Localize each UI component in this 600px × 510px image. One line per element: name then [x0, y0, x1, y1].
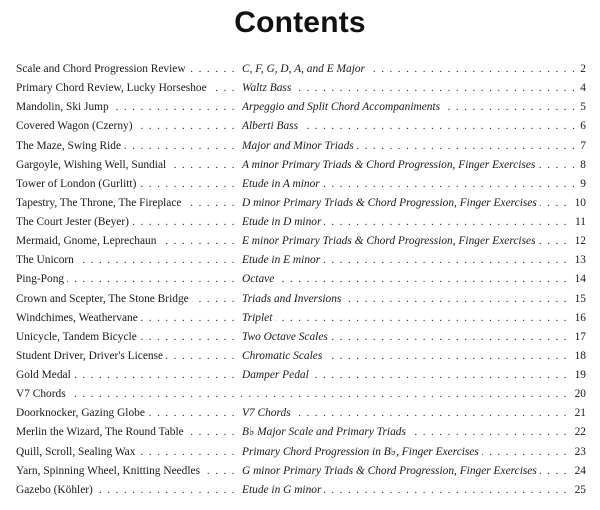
toc-page-number: 16	[572, 309, 586, 328]
toc-entry[interactable]	[0, 347, 600, 366]
toc-entry[interactable]	[0, 98, 600, 117]
toc-topic: Triads and Inversions	[240, 290, 344, 309]
toc-topic: B♭ Major Scale and Primary Triads	[240, 423, 409, 442]
toc-piece-title: Student Driver, Driver's License	[16, 347, 166, 366]
toc-page-number: 21	[572, 404, 586, 423]
toc-entry[interactable]	[0, 443, 600, 462]
toc-piece-title: Doorknocker, Gazing Globe	[16, 404, 148, 423]
toc-page-number: 23	[572, 443, 586, 462]
toc-page-number: 4	[577, 79, 586, 98]
toc-piece-title: Scale and Chord Progression Review	[16, 60, 189, 79]
toc-piece-title: Crown and Scepter, The Stone Bridge	[16, 290, 192, 309]
dot-leader	[16, 270, 586, 289]
toc-page-number: 8	[577, 156, 586, 175]
toc-piece-title: The Maze, Swing Ride	[16, 137, 124, 156]
toc-entry[interactable]	[0, 79, 600, 98]
toc-entry[interactable]	[0, 270, 600, 289]
toc-page-number: 10	[572, 194, 586, 213]
toc-page-number: 22	[572, 423, 586, 442]
toc-entry[interactable]	[0, 385, 600, 404]
toc-piece-title: Tapestry, The Throne, The Fireplace	[16, 194, 184, 213]
toc-entry[interactable]	[0, 481, 600, 500]
toc-piece-title: Gold Medal	[16, 366, 74, 385]
page-title: Contents	[234, 6, 366, 39]
toc-entry[interactable]	[0, 137, 600, 156]
toc-piece-title: Yarn, Spinning Wheel, Knitting Needles	[16, 462, 203, 481]
toc-piece-title: Ping-Pong	[16, 270, 67, 289]
toc-piece-title: Merlin the Wizard, The Round Table	[16, 423, 187, 442]
toc-piece-title: The Court Jester (Beyer)	[16, 213, 132, 232]
toc-page-number: 6	[577, 117, 586, 136]
toc-page-number: 9	[577, 175, 586, 194]
toc-entry[interactable]	[0, 423, 600, 442]
toc-topic: C, F, G, D, A, and E Major	[240, 60, 368, 79]
toc-entry[interactable]	[0, 60, 600, 79]
toc-topic: Etude in D minor	[240, 213, 324, 232]
toc-topic: G minor Primary Triads & Chord Progression, Finger Exercises	[240, 462, 540, 481]
toc-page-number: 17	[572, 328, 586, 347]
toc-entry[interactable]	[0, 366, 600, 385]
toc-topic: Arpeggio and Split Chord Accompaniments	[240, 98, 443, 117]
toc-topic: E minor Primary Triads & Chord Progression, Finger Exercises	[240, 232, 539, 251]
toc-entry[interactable]	[0, 213, 600, 232]
toc-topic: Major and Minor Triads	[240, 137, 357, 156]
toc-entry[interactable]	[0, 194, 600, 213]
toc-page-number: 11	[572, 213, 586, 232]
toc-page-number: 24	[572, 462, 586, 481]
toc-topic: Two Octave Scales	[240, 328, 331, 347]
toc-entry[interactable]	[0, 309, 600, 328]
toc-entry[interactable]	[0, 404, 600, 423]
toc-page-number: 19	[572, 366, 586, 385]
toc-entry[interactable]	[0, 290, 600, 309]
toc-piece-title: V7 Chords	[16, 385, 69, 404]
toc-page-number: 13	[572, 251, 586, 270]
toc-page-number: 20	[572, 385, 586, 404]
toc-topic: Waltz Bass	[240, 79, 294, 98]
toc-topic: A minor Primary Triads & Chord Progression, Finger Exercises	[240, 156, 538, 175]
toc-piece-title: Tower of London (Gurlitt)	[16, 175, 139, 194]
toc-topic: D minor Primary Triads & Chord Progression, Finger Exercises	[240, 194, 540, 213]
toc-topic: Etude in A minor	[240, 175, 323, 194]
toc-piece-title: Windchimes, Weathervane	[16, 309, 141, 328]
toc-page-number: 15	[572, 290, 586, 309]
table-of-contents	[0, 60, 600, 500]
toc-topic: Alberti Bass	[240, 117, 301, 136]
toc-topic: Etude in E minor	[240, 251, 323, 270]
toc-piece-title: Covered Wagon (Czerny)	[16, 117, 136, 136]
toc-entry[interactable]	[0, 117, 600, 136]
toc-page-number: 18	[572, 347, 586, 366]
toc-entry[interactable]	[0, 251, 600, 270]
toc-entry[interactable]	[0, 156, 600, 175]
toc-entry[interactable]	[0, 232, 600, 251]
toc-piece-title: Gargoyle, Wishing Well, Sundial	[16, 156, 169, 175]
toc-page-number: 14	[572, 270, 586, 289]
toc-page-number: 25	[572, 481, 586, 500]
toc-page-number: 5	[577, 98, 586, 117]
toc-page-number: 12	[572, 232, 586, 251]
toc-topic: Triplet	[240, 309, 275, 328]
toc-topic: V7 Chords	[240, 404, 294, 423]
toc-topic: Damper Pedal	[240, 366, 312, 385]
toc-page-number: 7	[577, 137, 586, 156]
toc-entry[interactable]	[0, 462, 600, 481]
toc-piece-title: Mermaid, Gnome, Leprechaun	[16, 232, 159, 251]
toc-topic: Etude in G minor	[240, 481, 324, 500]
dot-leader	[16, 385, 586, 404]
toc-page-number: 2	[577, 60, 586, 79]
toc-piece-title: Quill, Scroll, Sealing Wax	[16, 443, 138, 462]
toc-topic: Chromatic Scales	[240, 347, 325, 366]
toc-piece-title: The Unicorn	[16, 251, 77, 270]
toc-entry[interactable]	[0, 175, 600, 194]
toc-piece-title: Primary Chord Review, Lucky Horseshoe	[16, 79, 210, 98]
toc-topic: Octave	[240, 270, 277, 289]
toc-piece-title: Gazebo (Köhler)	[16, 481, 96, 500]
toc-topic: Primary Chord Progression in B♭, Finger Exercises	[240, 443, 482, 462]
toc-piece-title: Mandolin, Ski Jump	[16, 98, 112, 117]
toc-entry[interactable]	[0, 328, 600, 347]
toc-piece-title: Unicycle, Tandem Bicycle	[16, 328, 140, 347]
